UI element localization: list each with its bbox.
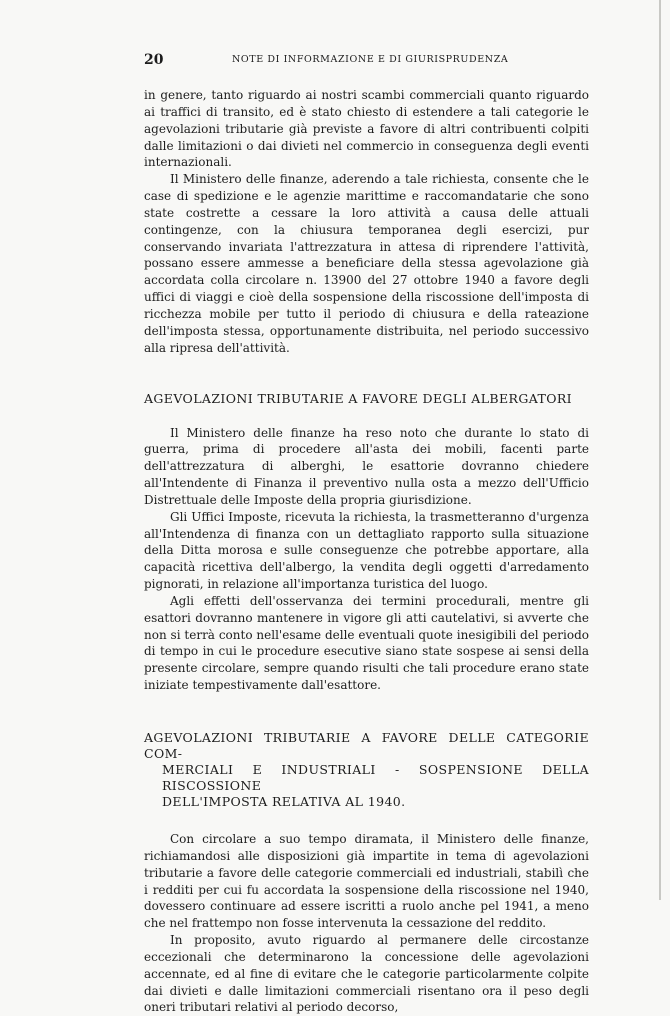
section-heading-line: AGEVOLAZIONI TRIBUTARIE A FAVORE DELLE CATEGORIE COM- <box>144 730 589 761</box>
paragraph: Agli effetti dell'osservanza dei termini procedurali, mentre gli esattori dovranno mantenere in vigore gli atti cautelativi, si avverte che non si terrà conto nell'esame delle eventuali quote inesigibili del periodo di tempo in cui le procedure esecutive siano state sospese ai sensi della presente circolare, sempre quando risulti che tali procedure erano state iniziate tempestivamente dall'esattore. <box>144 593 589 693</box>
paragraph: Gli Uffici Imposte, ricevuta la richiesta, la trasmetteranno d'urgenza all'Intendenza di finanza con un dettagliato rapporto sulla situazione della Ditta morosa e sulle conseguenze che potrebbe apportare, alla capacità ricettiva dell'albergo, la vendita degli oggetti d'arredamento pignorati, in relazione all'importanza turistica del luogo. <box>144 509 589 592</box>
section-heading-categorie-commerciali <box>144 730 589 810</box>
paragraph-continued: in genere, tanto riguardo ai nostri scambi commerciali quanto riguardo ai traffici di transito, ed è stato chiesto di estendere a tali categorie le agevolazioni tributarie già previste a favore di altri contribuenti colpiti dalle limitazioni o dai divieti nel commercio in conseguenza degli eventi internazionali. <box>144 88 589 170</box>
page-body <box>144 87 589 1016</box>
section-heading-line: MERCIALI E INDUSTRIALI - SOSPENSIONE DELLA RISCOSSIONE <box>162 762 589 793</box>
paragraph: Con circolare a suo tempo diramata, il Ministero delle finanze, richiamandosi alle disposizioni già impartite in tema di agevolazioni tributarie a favore delle categorie commerciali ed industriali, stabilì che i redditi per cui fu accordata la sospensione della riscossione nel 1940, dovessero continuare ad essere iscritti a ruolo anche pel 1941, a meno che nel frattempo non fosse intervenuta la cessazione del reddito. <box>144 832 589 931</box>
paragraph: Il Ministero delle finanze, aderendo a tale richiesta, consente che le case di spedizione e le agenzie marittime e raccomandatarie che sono state costrette a cessare la loro attività a causa delle attuali contingenze, con la chiusura temporanea degli esercizi, pur conservando invariata l'attrezzatura in attesa di riprendere l'attività, possano essere ammesse a beneficiare della stessa agevolazione già accordata colla circolare n. 13900 del 27 ottobre 1940 a favore degli uffici di viaggi e cioè della sospensione della riscossione dell'imposta di ricchezza mobile per tutto il periodo di chiusura e della rateazione dell'imposta stessa, opportunamente distribuita, nel periodo successivo alla ripresa dell'attività. <box>144 172 589 355</box>
paragraph: In proposito, avuto riguardo al permanere delle circostanze eccezionali che determinarono la concessione delle agevolazioni accennate, ed al fine di evitare che le categorie particolarmente colpite dai divieti e dalle limitazioni commerciali risentano ora il peso degli oneri tributari relativi al periodo decorso, <box>144 933 589 1015</box>
scan-edge-shadow <box>659 0 661 900</box>
paragraph: Il Ministero delle finanze ha reso noto che durante lo stato di guerra, prima di procedere all'asta dei mobili, facenti parte dell'attrezzatura di alberghi, le esattorie dovranno chiedere all'Intendente di Finanza il preventivo nulla osta a mezzo dell'Ufficio Distrettuale delle Imposte della propria giurisdizione. <box>144 425 589 507</box>
section-heading-line: DELL'IMPOSTA RELATIVA AL 1940. <box>162 794 406 809</box>
page-number: 20 <box>144 52 164 68</box>
page-header <box>144 52 594 68</box>
section-heading-albergatori: AGEVOLAZIONI TRIBUTARIE A FAVORE DEGLI ALBERGATORI <box>144 390 572 406</box>
running-title: NOTE DI INFORMAZIONE E DI GIURISPRUDENZA <box>232 54 509 65</box>
